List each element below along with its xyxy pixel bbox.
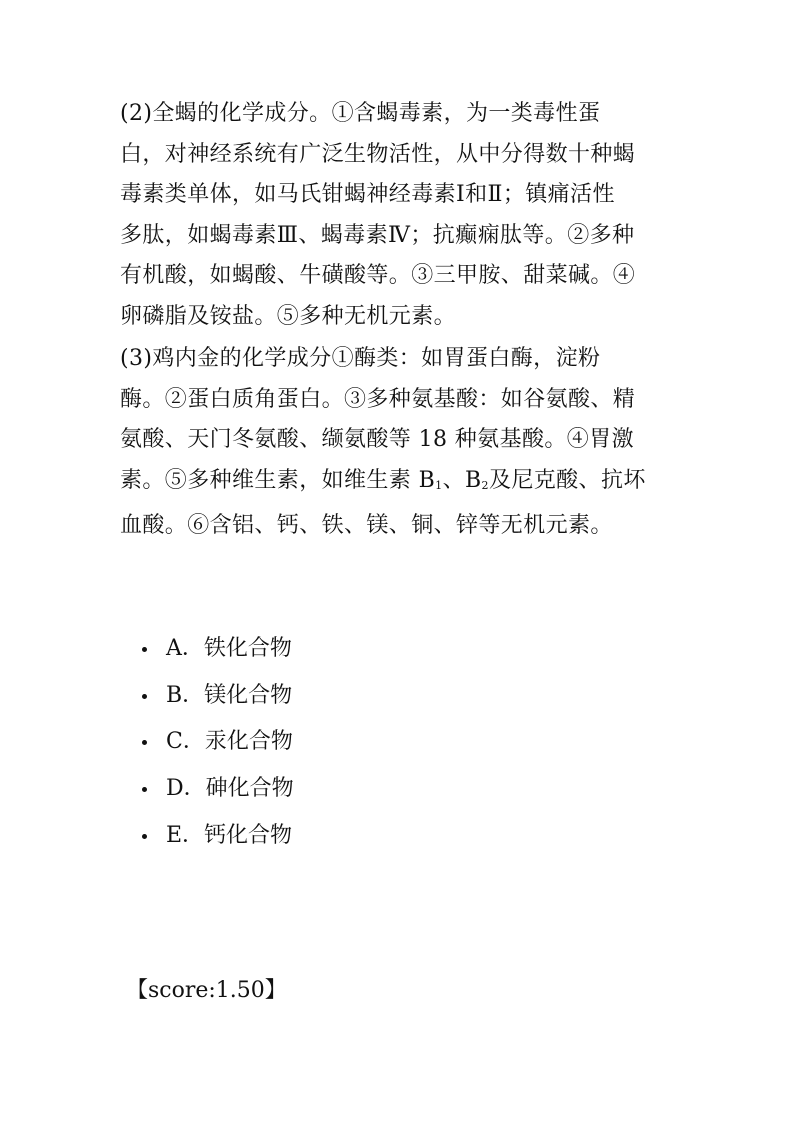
bullet-icon — [142, 740, 147, 745]
text-segment: 及尼克酸、抗坏 — [488, 467, 646, 493]
score-label: 【score:1.50】 — [126, 978, 287, 1003]
option-a[interactable] — [142, 626, 294, 673]
bullet-icon — [142, 647, 147, 652]
option-label: D．砷化合物 — [166, 776, 294, 802]
bullet-icon — [142, 834, 147, 839]
text-line: 血酸。⑥含铝、钙、铁、镁、铜、锌等无机元素。 — [120, 513, 613, 538]
question-content — [120, 94, 680, 547]
option-label: A．铁化合物 — [166, 636, 292, 661]
text-segment: 、B — [442, 467, 482, 493]
subscript: 2 — [481, 478, 489, 492]
bullet-icon — [142, 694, 147, 699]
option-e[interactable] — [142, 813, 294, 860]
option-b[interactable] — [142, 673, 294, 720]
option-d[interactable] — [142, 766, 294, 813]
text-line: 酶。②蛋白质角蛋白。③多种氨基酸：如谷氨酸、精 — [120, 386, 636, 412]
answer-options — [142, 626, 294, 860]
text-line: 氨酸、天门冬氨酸、缬氨酸等 18 种氨基酸。④胃激 — [120, 427, 634, 452]
text-line: 卵磷脂及铵盐。⑤多种无机元素。 — [120, 303, 457, 329]
option-c[interactable] — [142, 719, 294, 766]
subscript: 1 — [435, 478, 443, 492]
paragraph-chicken-gizzard — [120, 339, 680, 547]
option-label: E．钙化合物 — [166, 822, 293, 848]
text-line: 白，对神经系统有广泛生物活性，从中分得数十种蝎 — [120, 141, 636, 167]
text-segment: 素。⑤多种维生素，如维生素 B — [120, 467, 436, 493]
text-line: 毒素类单体，如马氏钳蝎神经毒素Ⅰ和Ⅱ；镇痛活性 — [120, 182, 615, 207]
bullet-icon — [142, 787, 147, 792]
text-line: (2)全蝎的化学成分。①含蝎毒素，为一类毒性蛋 — [120, 101, 601, 126]
text-line: 多肽，如蝎毒素Ⅲ、蝎毒素Ⅳ；抗癫痫肽等。②多种 — [120, 222, 635, 248]
text-line: (3)鸡内金的化学成分①酶类：如胃蛋白酶，淀粉 — [120, 346, 601, 371]
text-line-vitamins — [120, 461, 680, 507]
text-line: 有机酸，如蝎酸、牛磺酸等。③三甲胺、甜菜碱。④ — [120, 263, 636, 288]
option-label: B．镁化合物 — [166, 682, 293, 708]
option-label: C．汞化合物 — [166, 729, 293, 755]
paragraph-scorpion — [120, 94, 680, 337]
